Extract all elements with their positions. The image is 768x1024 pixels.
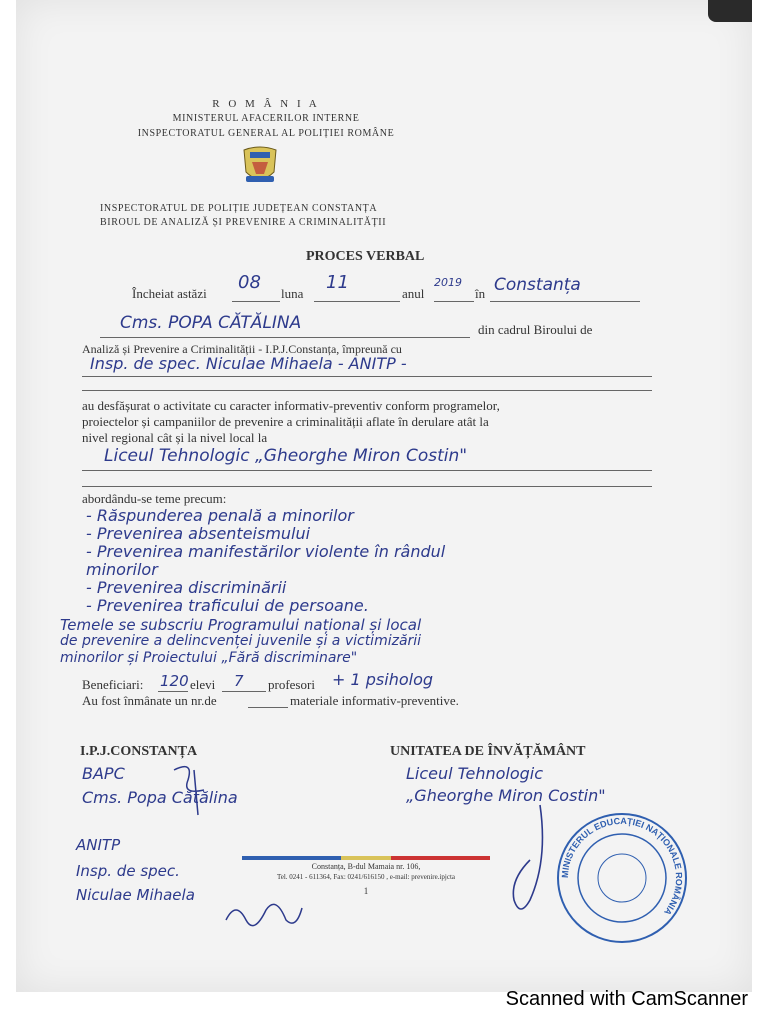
activity-text-2: proiectelor și campaniilor de prevenire a criminalității aflate în derulare atât la — [82, 414, 489, 429]
extra-beneficiaries: + 1 psiholog — [332, 670, 434, 689]
left-signer-agency: ANITP — [76, 836, 121, 854]
seal-text: MINISTERUL EDUCAȚIEI NAȚIONALE ROMÂNIA — [559, 815, 685, 918]
country-heading: R O M Â N I A — [212, 98, 320, 110]
inspectorate-heading: INSPECTORATUL GENERAL AL POLIȚIEI ROMÂNE — [137, 128, 395, 139]
county-inspectorate: INSPECTORATUL DE POLIȚIE JUDEȚEAN CONSTANȚA — [100, 203, 378, 214]
within-text: din cadrul Biroului de — [478, 322, 593, 337]
teachers-label: profesori — [268, 677, 315, 692]
left-signer-name: Cms. Popa Cătălina — [82, 788, 238, 807]
materials-text-1: Au fost înmânate un nr.de — [82, 693, 217, 708]
left-signer-title: Insp. de spec. — [76, 862, 180, 880]
activity-text-1: au desfășurat o activitate cu caracter informativ-preventiv conform programelor, — [82, 398, 500, 413]
month-value: 11 — [326, 272, 349, 293]
location-value: Liceul Tehnologic „Gheorghe Miron Costin" — [104, 446, 468, 466]
page-number: 1 — [363, 886, 369, 896]
right-signer-school: Liceul Tehnologic — [406, 764, 544, 783]
concluded-label: Încheiat astăzi — [132, 286, 207, 301]
topics-label: abordându-se teme precum: — [82, 491, 227, 506]
beneficiaries-label: Beneficiari: — [82, 677, 144, 692]
topic-line: - Răspunderea penală a minorilor — [86, 506, 354, 525]
year-label: anul — [402, 286, 425, 301]
month-label: luna — [281, 286, 304, 301]
topic-line: de prevenire a delincvenței juvenile și a victimizării — [60, 633, 422, 649]
topic-line: minorilor — [86, 560, 158, 579]
police-crest-icon — [240, 144, 280, 188]
topic-line: - Prevenirea traficului de persoane. — [86, 596, 369, 615]
scan-edge — [708, 0, 752, 22]
students-count: 120 — [160, 672, 189, 690]
footer-contact: Tel. 0241 - 611364, Fax: 0241/616150 , e-mail: prevenire.ipjcta — [276, 873, 456, 881]
topic-line: - Prevenirea discriminării — [86, 578, 287, 597]
bureau-heading: BIROUL DE ANALIZĂ ȘI PREVENIRE A CRIMINALITĂȚII — [100, 217, 387, 228]
footer-stripe — [242, 856, 490, 860]
school-seal-icon — [554, 810, 690, 946]
right-signature-heading: UNITATEA DE ÎNVĂȚĂMÂNT — [390, 744, 586, 759]
students-label: elevi — [190, 677, 216, 692]
signature-mark-icon — [216, 890, 306, 940]
left-signer-dept: BAPC — [82, 764, 125, 783]
together-with-value: Insp. de spec. Niculae Mihaela - ANITP - — [90, 354, 407, 373]
right-signer-school-name: „Gheorghe Miron Costin" — [406, 786, 606, 805]
footer-address: Constanța, B-dul Mamaia nr. 106, — [311, 862, 421, 871]
day-value: 08 — [238, 272, 261, 293]
teachers-count: 7 — [234, 672, 244, 690]
materials-text-2: materiale informativ-preventive. — [290, 693, 459, 708]
in-label: în — [475, 286, 486, 301]
ministry-heading: MINISTERUL AFACERILOR INTERNE — [172, 113, 360, 124]
topic-line: - Prevenirea manifestărilor violente în rândul — [86, 542, 446, 561]
left-signature-heading: I.P.J.CONSTANȚA — [80, 744, 198, 759]
author-value: Cms. POPA CĂTĂLINA — [120, 313, 302, 333]
topic-line: minorilor și Proiectului „Fără discriminare" — [60, 650, 358, 666]
topic-line: - Prevenirea absenteismului — [86, 524, 311, 543]
year-value: 2019 — [434, 276, 462, 289]
scanner-watermark: Scanned with CamScanner — [505, 988, 748, 1010]
left-signer-name-2: Niculae Mihaela — [76, 886, 195, 904]
topic-line: Temele se subscriu Programului național și local — [60, 616, 422, 634]
bureau-text: Analiză și Prevenire a Criminalității - I.P.J.Constanța, împreună cu — [82, 342, 402, 356]
document-title: PROCES VERBAL — [306, 249, 425, 264]
signature-mark-icon — [164, 760, 214, 820]
scanned-page — [16, 0, 752, 992]
activity-text-3: nivel regional cât și la nivel local la — [82, 430, 268, 445]
place-value: Constanța — [494, 275, 581, 295]
